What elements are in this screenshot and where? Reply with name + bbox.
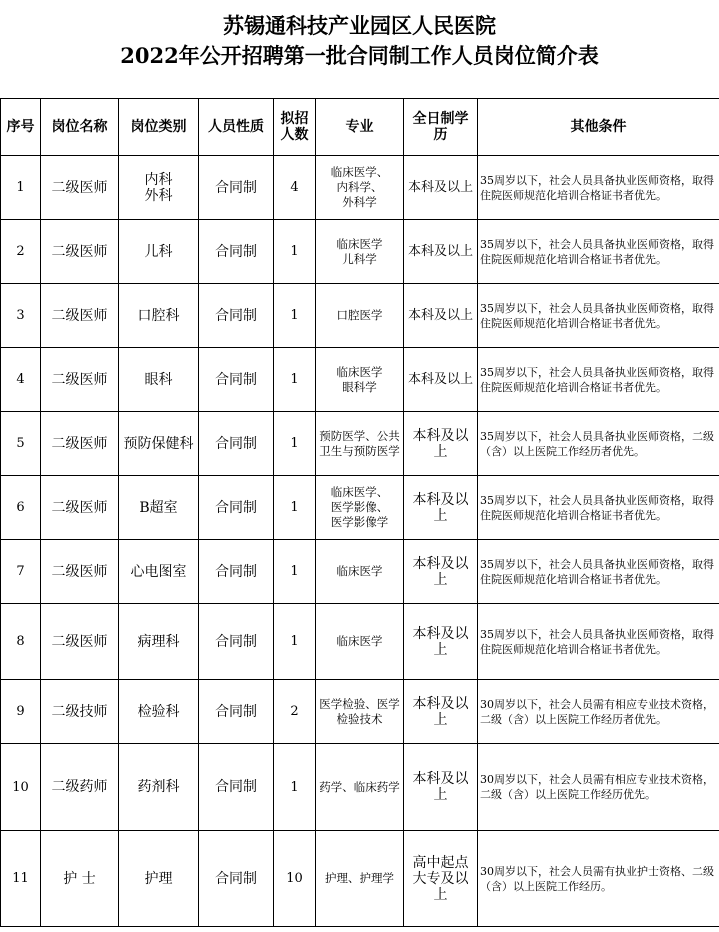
cell-no: 1 xyxy=(1,156,41,220)
cell-other: 30周岁以下，社会人员需有相应专业技术资格，二级（含）以上医院工作经历优先。 xyxy=(478,744,719,831)
cell-category: 药剂科 xyxy=(119,744,199,831)
cell-category: 内科 外科 xyxy=(119,156,199,220)
cell-major: 预防医学、公共卫生与预防医学 xyxy=(316,412,404,476)
table-row xyxy=(1,540,719,604)
cell-education: 本科及以 上 xyxy=(404,476,478,540)
cell-nature: 合同制 xyxy=(199,540,274,604)
cell-education: 本科及以 上 xyxy=(404,680,478,744)
cell-education: 本科及以上 xyxy=(404,348,478,412)
table-row xyxy=(1,412,719,476)
cell-count: 2 xyxy=(274,680,316,744)
cell-count: 4 xyxy=(274,156,316,220)
cell-category: 护理 xyxy=(119,831,199,927)
header-post: 岗位名称 xyxy=(41,99,119,156)
cell-count: 1 xyxy=(274,348,316,412)
cell-category: 检验科 xyxy=(119,680,199,744)
cell-major: 临床医学、 内科学、 外科学 xyxy=(316,156,404,220)
cell-nature: 合同制 xyxy=(199,831,274,927)
cell-education: 本科及以上 xyxy=(404,156,478,220)
table-row xyxy=(1,680,719,744)
cell-category: 儿科 xyxy=(119,220,199,284)
header-major: 专业 xyxy=(316,99,404,156)
cell-post: 二级医师 xyxy=(41,476,119,540)
cell-major: 口腔医学 xyxy=(316,284,404,348)
header-nature: 人员性质 xyxy=(199,99,274,156)
cell-post: 二级医师 xyxy=(41,156,119,220)
table-header-row xyxy=(1,99,719,156)
cell-education: 本科及以 上 xyxy=(404,744,478,831)
cell-count: 1 xyxy=(274,220,316,284)
cell-major: 临床医学 眼科学 xyxy=(316,348,404,412)
cell-no: 9 xyxy=(1,680,41,744)
table-row xyxy=(1,284,719,348)
cell-no: 5 xyxy=(1,412,41,476)
header-no: 序号 xyxy=(1,99,41,156)
cell-major: 临床医学、 医学影像、 医学影像学 xyxy=(316,476,404,540)
cell-post: 二级医师 xyxy=(41,540,119,604)
positions-table xyxy=(0,98,719,927)
cell-category: 病理科 xyxy=(119,604,199,680)
cell-post: 二级医师 xyxy=(41,284,119,348)
cell-category: 口腔科 xyxy=(119,284,199,348)
cell-count: 1 xyxy=(274,284,316,348)
cell-category: 预防保健科 xyxy=(119,412,199,476)
cell-category: B超室 xyxy=(119,476,199,540)
cell-other: 35周岁以下，社会人员具备执业医师资格，二级（含）以上医院工作经历者优先。 xyxy=(478,412,719,476)
cell-other: 35周岁以下，社会人员具备执业医师资格，取得住院医师规范化培训合格证书者优先。 xyxy=(478,220,719,284)
cell-count: 1 xyxy=(274,476,316,540)
header-category: 岗位类别 xyxy=(119,99,199,156)
cell-education: 高中起点 大专及以 上 xyxy=(404,831,478,927)
table-row xyxy=(1,156,719,220)
page-subtitle: 2022年公开招聘第一批合同制工作人员岗位简介表 xyxy=(120,43,599,68)
cell-post: 二级医师 xyxy=(41,348,119,412)
cell-no: 2 xyxy=(1,220,41,284)
cell-other: 35周岁以下，社会人员具备执业医师资格，取得住院医师规范化培训合格证书者优先。 xyxy=(478,540,719,604)
cell-no: 7 xyxy=(1,540,41,604)
cell-nature: 合同制 xyxy=(199,604,274,680)
cell-post: 二级医师 xyxy=(41,412,119,476)
cell-count: 1 xyxy=(274,540,316,604)
cell-nature: 合同制 xyxy=(199,220,274,284)
table-row xyxy=(1,604,719,680)
table-row xyxy=(1,476,719,540)
cell-no: 10 xyxy=(1,744,41,831)
cell-education: 本科及以 上 xyxy=(404,540,478,604)
cell-post: 护 士 xyxy=(41,831,119,927)
cell-other: 35周岁以下，社会人员具备执业医师资格，取得住院医师规范化培训合格证书者优先。 xyxy=(478,476,719,540)
cell-other: 30周岁以下，社会人员需有相应专业技术资格，二级（含）以上医院工作经历者优先。 xyxy=(478,680,719,744)
table-row xyxy=(1,831,719,927)
cell-nature: 合同制 xyxy=(199,476,274,540)
cell-education: 本科及以 上 xyxy=(404,412,478,476)
cell-education: 本科及以上 xyxy=(404,284,478,348)
page-title: 苏锡通科技产业园区人民医院 xyxy=(223,13,496,38)
cell-other: 30周岁以下，社会人员需有执业护士资格、二级（含）以上医院工作经历。 xyxy=(478,831,719,927)
cell-major: 医学检验、医学检验技术 xyxy=(316,680,404,744)
cell-post: 二级医师 xyxy=(41,220,119,284)
cell-post: 二级药师 xyxy=(41,744,119,831)
header-education: 全日制学 历 xyxy=(404,99,478,156)
cell-category: 心电图室 xyxy=(119,540,199,604)
cell-education: 本科及以 上 xyxy=(404,604,478,680)
header-other: 其他条件 xyxy=(478,99,719,156)
cell-nature: 合同制 xyxy=(199,348,274,412)
cell-nature: 合同制 xyxy=(199,284,274,348)
cell-no: 3 xyxy=(1,284,41,348)
cell-other: 35周岁以下，社会人员具备执业医师资格，取得住院医师规范化培训合格证书者优先。 xyxy=(478,604,719,680)
cell-category: 眼科 xyxy=(119,348,199,412)
cell-count: 1 xyxy=(274,604,316,680)
cell-other: 35周岁以下，社会人员具备执业医师资格，取得住院医师规范化培训合格证书者优先。 xyxy=(478,348,719,412)
cell-no: 4 xyxy=(1,348,41,412)
header-count: 拟招 人数 xyxy=(274,99,316,156)
cell-major: 临床医学 儿科学 xyxy=(316,220,404,284)
cell-nature: 合同制 xyxy=(199,156,274,220)
cell-post: 二级技师 xyxy=(41,680,119,744)
cell-major: 药学、临床药学 xyxy=(316,744,404,831)
cell-no: 11 xyxy=(1,831,41,927)
cell-education: 本科及以上 xyxy=(404,220,478,284)
cell-count: 1 xyxy=(274,412,316,476)
table-row xyxy=(1,744,719,831)
cell-major: 护理、护理学 xyxy=(316,831,404,927)
cell-no: 8 xyxy=(1,604,41,680)
cell-major: 临床医学 xyxy=(316,540,404,604)
cell-other: 35周岁以下，社会人员具备执业医师资格，取得住院医师规范化培训合格证书者优先。 xyxy=(478,156,719,220)
cell-nature: 合同制 xyxy=(199,744,274,831)
cell-nature: 合同制 xyxy=(199,680,274,744)
cell-post: 二级医师 xyxy=(41,604,119,680)
table-row xyxy=(1,348,719,412)
cell-other: 35周岁以下，社会人员具备执业医师资格，取得住院医师规范化培训合格证书者优先。 xyxy=(478,284,719,348)
cell-nature: 合同制 xyxy=(199,412,274,476)
cell-count: 1 xyxy=(274,744,316,831)
table-row xyxy=(1,220,719,284)
cell-no: 6 xyxy=(1,476,41,540)
cell-major: 临床医学 xyxy=(316,604,404,680)
cell-count: 10 xyxy=(274,831,316,927)
